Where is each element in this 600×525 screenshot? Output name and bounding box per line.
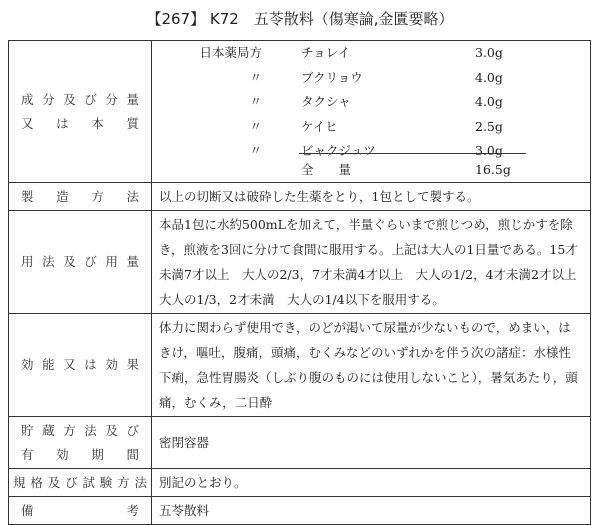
efficacy-text: 体力に関わらず使用でき，のどが渇いて尿量が少ないもので，めまい，はきけ，嘔吐，腹痛，頭痛，むくみなどのいずれかを伴う次の諸症：水様性下痢，急性胃腸炎（しぶり腹のものには使用しないこと），暑気あたり，頭痛，むくみ，二日酔 xyxy=(152,314,591,417)
ingredient-name: タクシャ xyxy=(301,94,351,109)
storage-text: 密閉容器 xyxy=(152,417,591,469)
manufacturing-label: 製造方法 xyxy=(9,183,152,211)
ingredient-source: 〃 xyxy=(249,143,262,158)
spec-row xyxy=(9,469,591,497)
composition-cell xyxy=(152,41,591,183)
ingredient-row xyxy=(159,41,599,65)
efficacy-label: 効能又は効果 xyxy=(9,314,152,417)
page-title: 【267】 K72 五苓散料（傷寒論,金匱要略） xyxy=(146,10,454,28)
efficacy-row xyxy=(9,314,591,417)
composition-row xyxy=(9,41,591,183)
manufacturing-row xyxy=(9,183,591,211)
remarks-label: 備考 xyxy=(9,497,152,525)
spec-text: 別記のとおり。 xyxy=(152,469,591,497)
ingredient-name: ケイヒ xyxy=(301,118,338,134)
label-line: 成分及び分量 xyxy=(21,91,139,107)
ingredient-source: 〃 xyxy=(249,69,262,85)
dosage-text: 本品1包に水約500mLを加えて，半量ぐらいまで煎じつめ，煎じかすを除き，煎液を3回に分けて食間に服用する。上記は大人の1日量である。15才未満7才以上 大人の2/3，7才未満4才以上 大人の1/2，4才未満2才以上 大人の1/3，2才未満 大人の1/4以下を服用する。 xyxy=(152,211,591,314)
ingredient-name: チョレイ xyxy=(301,45,351,60)
ingredient-list xyxy=(159,41,583,182)
composition-label xyxy=(9,41,152,183)
ingredient-row xyxy=(159,115,599,139)
total-label: 全 量 xyxy=(301,162,352,177)
ingredient-name: ブクリョウ xyxy=(301,69,363,85)
formulary-table xyxy=(8,40,591,525)
remarks-text: 五苓散料 xyxy=(152,497,591,525)
sum-line xyxy=(299,153,526,154)
label-line: 又は本質 xyxy=(21,115,139,131)
storage-label xyxy=(9,417,152,469)
ingredient-amount: 3.0g xyxy=(475,45,503,60)
label-line: 貯蔵方法及び xyxy=(21,422,139,438)
ingredient-amount: 2.5g xyxy=(475,118,503,134)
ingredient-name: ビャクジュツ xyxy=(301,143,376,158)
manufacturing-text: 以上の切断又は破砕した生薬をとり，1包として製する。 xyxy=(152,183,591,211)
dosage-label: 用法及び用量 xyxy=(9,211,152,314)
ingredient-source: 〃 xyxy=(249,94,262,109)
ingredient-row xyxy=(159,66,599,90)
ingredient-source: 〃 xyxy=(249,118,262,134)
total-amount: 16.5g xyxy=(475,162,511,177)
ingredient-amount: 4.0g xyxy=(475,94,503,109)
spec-label: 規格及び試験方法 xyxy=(9,469,152,497)
ingredient-amount: 4.0g xyxy=(475,69,503,85)
ingredient-row xyxy=(159,90,599,114)
label-line: 有効期間 xyxy=(21,446,139,462)
ingredient-source: 日本薬局方 xyxy=(199,45,262,60)
total-row xyxy=(159,158,599,182)
remarks-row xyxy=(9,497,591,525)
storage-row xyxy=(9,417,591,469)
ingredient-amount: 3.0g xyxy=(475,143,503,158)
dosage-row xyxy=(9,211,591,314)
